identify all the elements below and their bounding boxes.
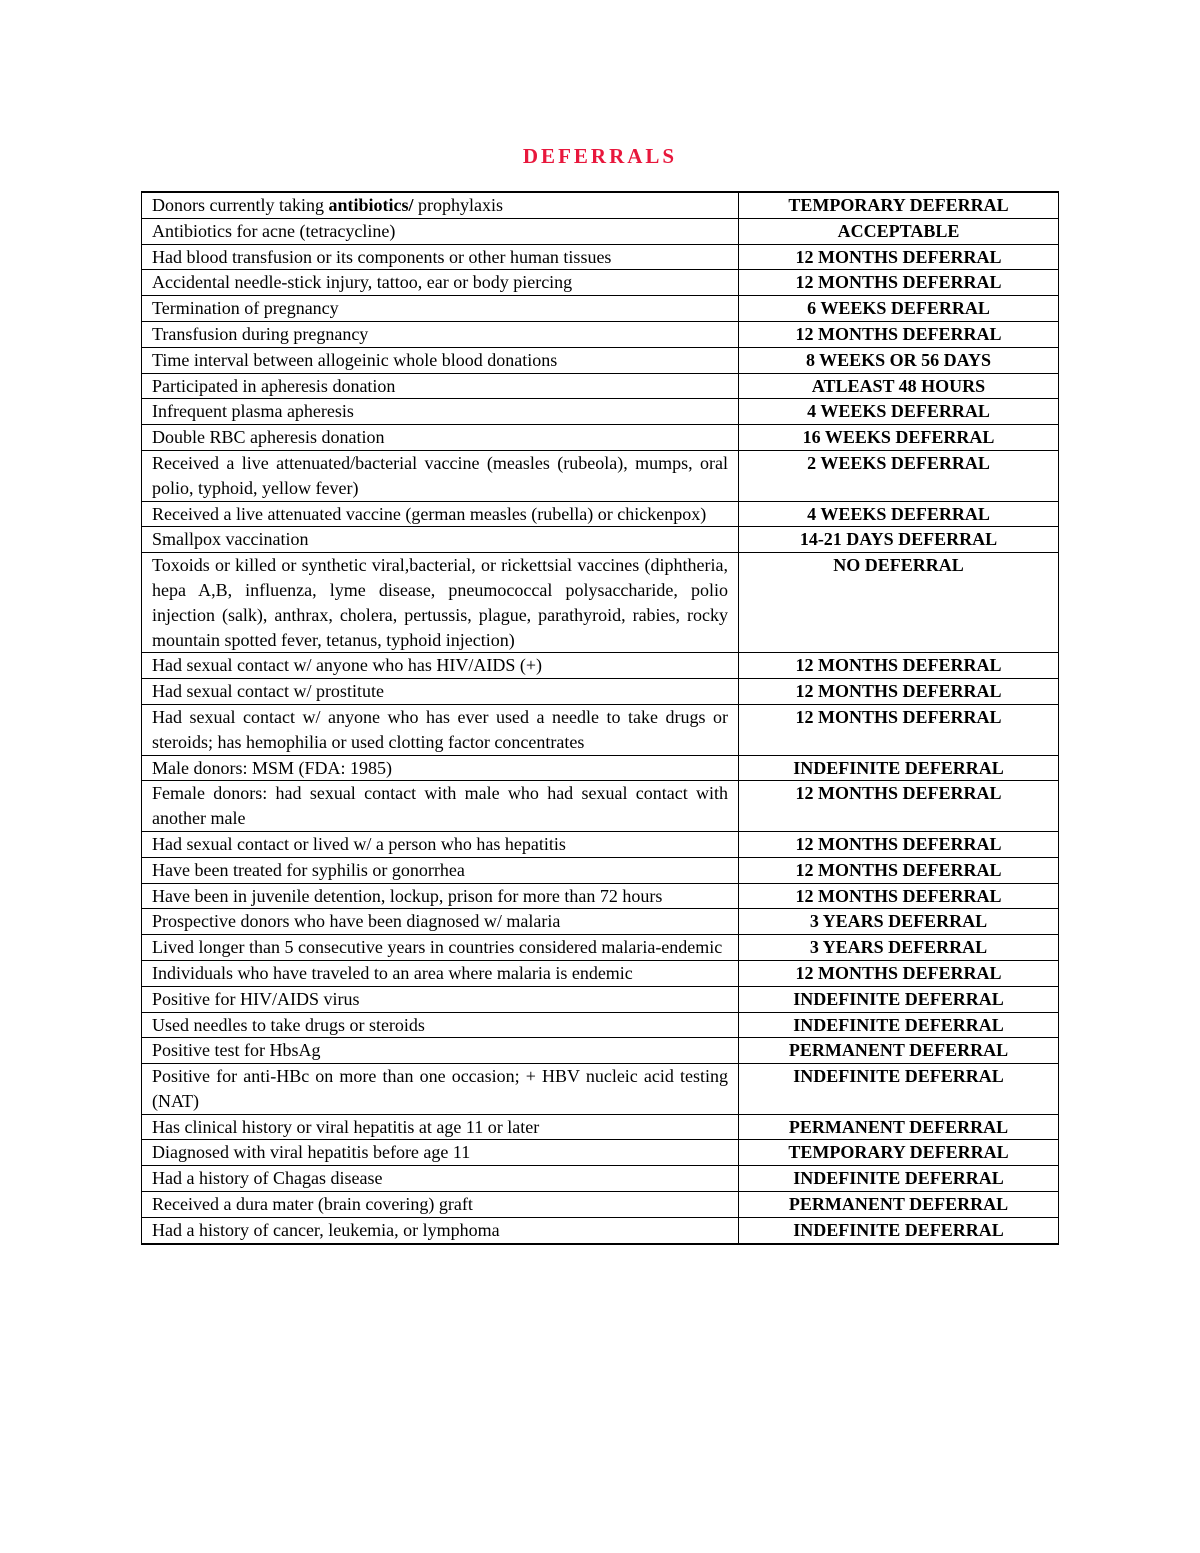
table-row (142, 321, 1059, 347)
result-cell: PERMANENT DEFERRAL (739, 1114, 1059, 1140)
condition-cell: Have been in juvenile detention, lockup, prison for more than 72 hours (142, 883, 739, 909)
result-cell: 12 MONTHS DEFERRAL (739, 857, 1059, 883)
condition-cell: Have been treated for syphilis or gonorrhea (142, 857, 739, 883)
table-row (142, 296, 1059, 322)
result-cell: 12 MONTHS DEFERRAL (739, 653, 1059, 679)
condition-cell: Accidental needle-stick injury, tattoo, ear or body piercing (142, 270, 739, 296)
table-row (142, 1064, 1059, 1115)
table-row (142, 1166, 1059, 1192)
table-row (142, 1012, 1059, 1038)
table-row (142, 218, 1059, 244)
result-cell: INDEFINITE DEFERRAL (739, 755, 1059, 781)
condition-cell: Toxoids or killed or synthetic viral,bacterial, or rickettsial vaccines (diphtheria, hepa A,B, influenza, lyme disease, pneumococcal polysaccharide, polio injection (salk), anthrax, cholera, pertussis, plague, parathyroid, rabies, rocky mountain spotted fever, tetanus, typhoid injection) (142, 553, 739, 653)
table-row (142, 270, 1059, 296)
condition-text-bold: antibiotics/ (328, 195, 414, 215)
deferrals-table (141, 191, 1059, 1245)
condition-cell: Transfusion during pregnancy (142, 321, 739, 347)
result-cell: 3 YEARS DEFERRAL (739, 935, 1059, 961)
table-row (142, 704, 1059, 755)
condition-cell: Antibiotics for acne (tetracycline) (142, 218, 739, 244)
result-cell: PERMANENT DEFERRAL (739, 1038, 1059, 1064)
table-row (142, 501, 1059, 527)
result-cell: ACCEPTABLE (739, 218, 1059, 244)
result-cell: ATLEAST 48 HOURS (739, 373, 1059, 399)
condition-cell: Received a live attenuated/bacterial vaccine (measles (rubeola), mumps, oral polio, typhoid, yellow fever) (142, 450, 739, 501)
condition-cell (142, 192, 739, 218)
table-row (142, 935, 1059, 961)
condition-cell: Used needles to take drugs or steroids (142, 1012, 739, 1038)
condition-cell: Had a history of cancer, leukemia, or lymphoma (142, 1217, 739, 1243)
condition-cell: Received a live attenuated vaccine (german measles (rubella) or chickenpox) (142, 501, 739, 527)
table-row (142, 192, 1059, 218)
page-title: DEFERRALS (522, 144, 678, 168)
result-cell: 3 YEARS DEFERRAL (739, 909, 1059, 935)
result-cell: TEMPORARY DEFERRAL (739, 1140, 1059, 1166)
table-row (142, 1217, 1059, 1243)
table-row (142, 1114, 1059, 1140)
table-row (142, 244, 1059, 270)
table-row (142, 986, 1059, 1012)
result-cell: 8 WEEKS OR 56 DAYS (739, 347, 1059, 373)
result-cell: 16 WEEKS DEFERRAL (739, 425, 1059, 451)
condition-cell: Has clinical history or viral hepatitis at age 11 or later (142, 1114, 739, 1140)
table-row (142, 883, 1059, 909)
result-cell: 6 WEEKS DEFERRAL (739, 296, 1059, 322)
table-row (142, 679, 1059, 705)
result-cell: PERMANENT DEFERRAL (739, 1192, 1059, 1218)
result-cell: 12 MONTHS DEFERRAL (739, 704, 1059, 755)
result-cell: INDEFINITE DEFERRAL (739, 1217, 1059, 1243)
table-row (142, 425, 1059, 451)
result-cell: 12 MONTHS DEFERRAL (739, 781, 1059, 832)
condition-cell: Had blood transfusion or its components or other human tissues (142, 244, 739, 270)
condition-cell: Had sexual contact or lived w/ a person who has hepatitis (142, 831, 739, 857)
table-row (142, 909, 1059, 935)
table-row (142, 399, 1059, 425)
condition-cell: Prospective donors who have been diagnosed w/ malaria (142, 909, 739, 935)
condition-cell: Had sexual contact w/ anyone who has HIV/AIDS (+) (142, 653, 739, 679)
table-row (142, 781, 1059, 832)
result-cell: 12 MONTHS DEFERRAL (739, 883, 1059, 909)
condition-cell: Positive test for HbsAg (142, 1038, 739, 1064)
result-cell: INDEFINITE DEFERRAL (739, 1166, 1059, 1192)
condition-cell: Individuals who have traveled to an area where malaria is endemic (142, 960, 739, 986)
condition-cell: Lived longer than 5 consecutive years in countries considered malaria-endemic (142, 935, 739, 961)
table-row (142, 1038, 1059, 1064)
table-row (142, 653, 1059, 679)
table-row (142, 755, 1059, 781)
result-cell: INDEFINITE DEFERRAL (739, 1012, 1059, 1038)
result-cell: 4 WEEKS DEFERRAL (739, 399, 1059, 425)
result-cell: 12 MONTHS DEFERRAL (739, 679, 1059, 705)
table-row (142, 373, 1059, 399)
table-row (142, 450, 1059, 501)
condition-cell: Had a history of Chagas disease (142, 1166, 739, 1192)
condition-cell: Had sexual contact w/ prostitute (142, 679, 739, 705)
result-cell: 12 MONTHS DEFERRAL (739, 960, 1059, 986)
table-row (142, 1140, 1059, 1166)
condition-cell: Infrequent plasma apheresis (142, 399, 739, 425)
result-cell: 12 MONTHS DEFERRAL (739, 831, 1059, 857)
table-row (142, 527, 1059, 553)
result-cell: 12 MONTHS DEFERRAL (739, 270, 1059, 296)
table-row (142, 553, 1059, 653)
condition-cell: Double RBC apheresis donation (142, 425, 739, 451)
deferrals-table-body (142, 192, 1059, 1244)
table-row (142, 1192, 1059, 1218)
result-cell: INDEFINITE DEFERRAL (739, 1064, 1059, 1115)
table-row (142, 960, 1059, 986)
condition-cell: Positive for anti-HBc on more than one occasion; + HBV nucleic acid testing (NAT) (142, 1064, 739, 1115)
condition-text-pre: Donors currently taking (152, 195, 329, 215)
result-cell: 14-21 DAYS DEFERRAL (739, 527, 1059, 553)
condition-cell: Male donors: MSM (FDA: 1985) (142, 755, 739, 781)
condition-cell: Time interval between allogeinic whole blood donations (142, 347, 739, 373)
condition-cell: Female donors: had sexual contact with male who had sexual contact with another male (142, 781, 739, 832)
result-cell: NO DEFERRAL (739, 553, 1059, 653)
condition-cell: Diagnosed with viral hepatitis before age 11 (142, 1140, 739, 1166)
condition-cell: Participated in apheresis donation (142, 373, 739, 399)
condition-cell: Had sexual contact w/ anyone who has ever used a needle to take drugs or steroids; has hemophilia or used clotting factor concentrates (142, 704, 739, 755)
result-cell: TEMPORARY DEFERRAL (739, 192, 1059, 218)
table-row (142, 831, 1059, 857)
condition-cell: Received a dura mater (brain covering) graft (142, 1192, 739, 1218)
table-row (142, 857, 1059, 883)
table-row (142, 347, 1059, 373)
condition-cell: Smallpox vaccination (142, 527, 739, 553)
condition-cell: Positive for HIV/AIDS virus (142, 986, 739, 1012)
result-cell: 2 WEEKS DEFERRAL (739, 450, 1059, 501)
result-cell: 12 MONTHS DEFERRAL (739, 321, 1059, 347)
result-cell: 4 WEEKS DEFERRAL (739, 501, 1059, 527)
result-cell: INDEFINITE DEFERRAL (739, 986, 1059, 1012)
condition-cell: Termination of pregnancy (142, 296, 739, 322)
condition-text-post: prophylaxis (413, 195, 503, 215)
result-cell: 12 MONTHS DEFERRAL (739, 244, 1059, 270)
